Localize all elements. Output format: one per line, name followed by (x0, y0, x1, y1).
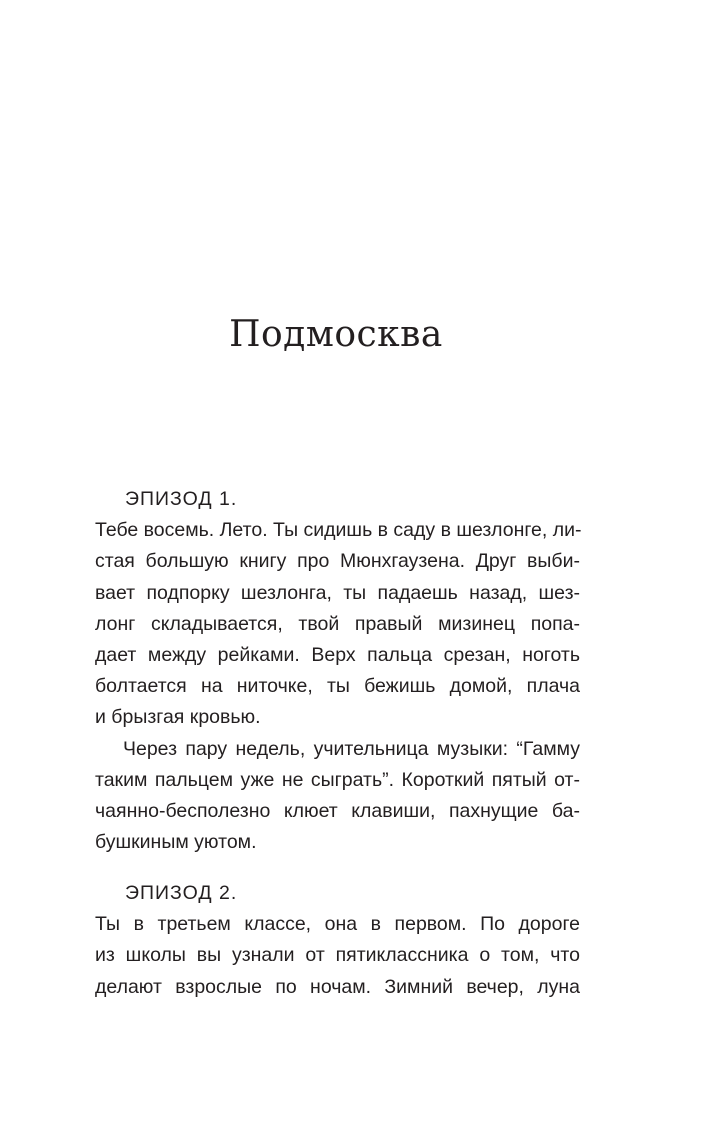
text-line: чаянно-бесполезно клюет клавиши, пахнущие ба- (95, 799, 580, 822)
text-line: лонг складывается, твой правый мизинец попа- (95, 612, 580, 635)
episode-2 (95, 878, 580, 1003)
text-line: вает подпорку шезлонга, ты падаешь назад, шез- (95, 581, 580, 604)
episode-heading: ЭПИЗОД 1. (125, 488, 238, 510)
paragraph (95, 515, 580, 733)
text-line: Ты в третьем классе, она в первом. По дороге (95, 913, 580, 936)
text-line: стая большую книгу про Мюнхгаузена. Друг выби- (95, 550, 580, 573)
episode-heading: ЭПИЗОД 2. (125, 882, 238, 904)
paragraph (95, 734, 580, 859)
episode-1 (95, 484, 580, 858)
text-line: таким пальцем уже не сыграть”. Короткий пятый от- (95, 768, 580, 791)
text-line: Тебе восемь. Лето. Ты сидишь в саду в шезлонге, ли- (95, 519, 582, 542)
text-line: и брызгая кровью. (95, 706, 261, 729)
text-line: делают взрослые по ночам. Зимний вечер, луна (95, 975, 580, 998)
text-line: из школы вы узнали от пятиклассника о том, что (95, 944, 580, 967)
chapter-title: Подмосква (229, 314, 443, 355)
text-line: бушкиным уютом. (95, 831, 257, 854)
text-line: Через пару недель, учительница музыки: “Гамму (123, 737, 580, 760)
text-line: дает между рейками. Верх пальца срезан, ноготь (95, 643, 580, 666)
paragraph (95, 909, 580, 1003)
text-line: болтается на ниточке, ты бежишь домой, плача (95, 675, 580, 698)
